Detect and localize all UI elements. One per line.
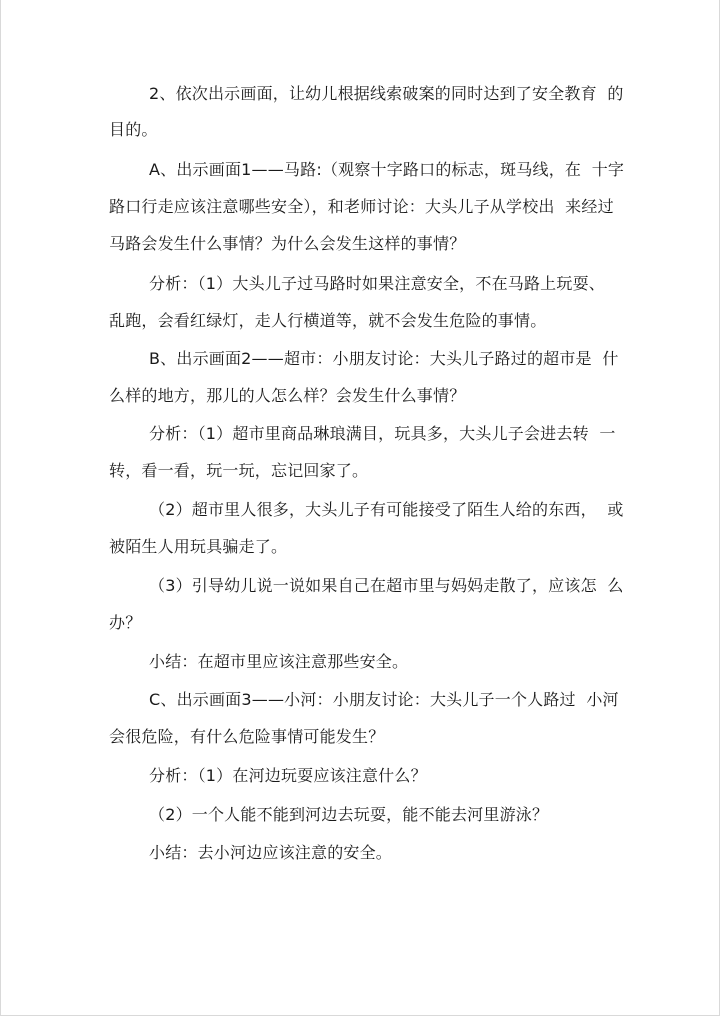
paragraph-line: 乱跑，会看红绿灯，走人行横道等，就不会发生危险的事情。 [109, 311, 547, 330]
paragraph-line: C、出示画面3——小河：小朋友讨论：大头儿子一个人路过 小河 [149, 690, 619, 709]
paragraph-line: B、出示画面2——超市：小朋友讨论：大头儿子路过的超市是 什 [149, 349, 619, 368]
paragraph-line: 被陌生人用玩具骗走了。 [109, 537, 288, 556]
paragraph-line: 小结：在超市里应该注意那些安全。 [149, 652, 409, 671]
paragraph-line: 小结：去小河边应该注意的安全。 [149, 843, 393, 862]
paragraph-line: 路口行走应该注意哪些安全），和老师讨论：大头儿子从学校出 来经过 [109, 197, 614, 216]
paragraph-line: A、出示画面1——马路:（观察十字路口的标志，斑马线，在 十字 [149, 160, 625, 179]
paragraph-line: （3）引导幼儿说一说如果自己在超市里与妈妈走散了，应该怎 么 [149, 576, 624, 595]
paragraph-line: 目的。 [109, 120, 158, 139]
paragraph-line: 会很危险，有什么危险事情可能发生？ [109, 727, 385, 746]
paragraph-line: 分析：（1）在河边玩耍应该注意什么？ [149, 766, 427, 785]
paragraph-line: 转，看一看，玩一玩，忘记回家了。 [109, 461, 369, 480]
paragraph-line: 2、依次出示画面，让幼儿根据线索破案的同时达到了安全教育 的 [149, 84, 624, 103]
paragraph-line: （2）超市里人很多，大头儿子有可能接受了陌生人给的东西， 或 [149, 500, 624, 519]
paragraph-line: 分析：（1）超市里商品琳琅满目，玩具多，大头儿子会进去转 一 [149, 424, 616, 443]
paragraph-line: 么样的地方，那儿的人怎么样？会发生什么事情？ [109, 386, 466, 405]
paragraph-line: 分析：（1）大头儿子过马路时如果注意安全，不在马路上玩耍、 [149, 274, 605, 293]
paragraph-line: 办？ [109, 613, 142, 632]
paragraph-line: （2）一个人能不能到河边去玩耍，能不能去河里游泳？ [149, 805, 549, 824]
paragraph-line: 马路会发生什么事情？为什么会发生这样的事情？ [109, 234, 466, 253]
